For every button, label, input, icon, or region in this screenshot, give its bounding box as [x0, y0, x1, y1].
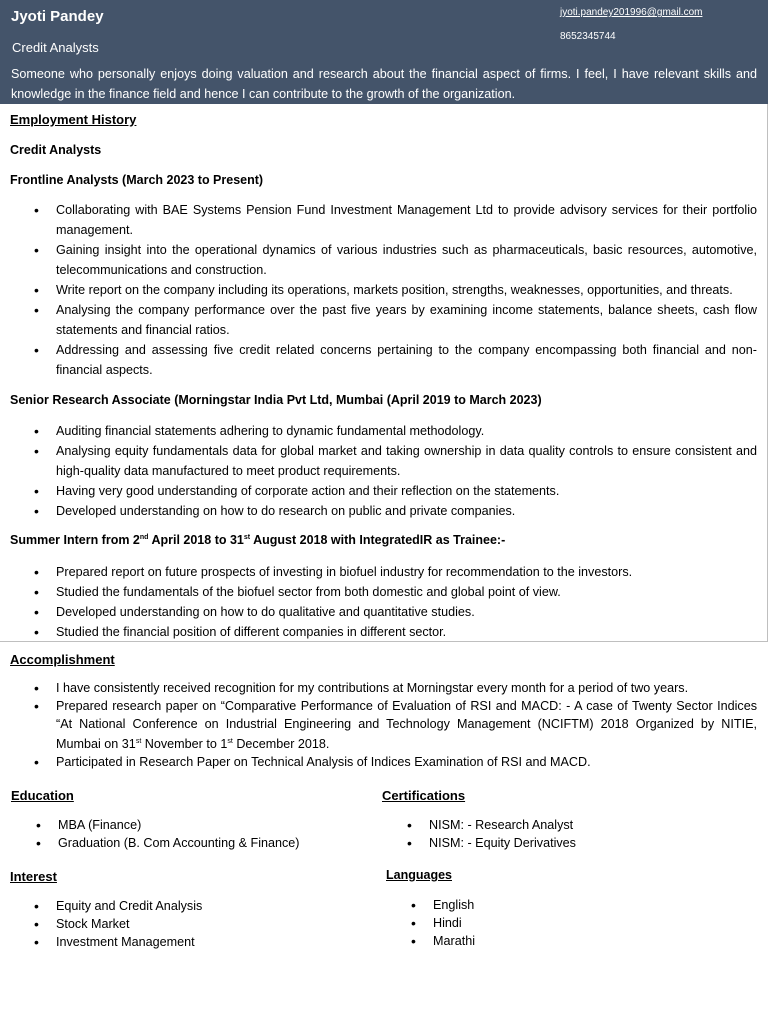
list-item: • Prepared research paper on “Comparative Performance of Evaluation of RSI and MACD: - A case of Twenty Sector Indices “At National Conference on Industrial Engineering and Technology Management (NCIFTM) 2018 Organized by NITIE, Mumbai on 31st November to 1st December 2018. [56, 697, 757, 753]
certifications-list [429, 816, 729, 852]
list-item: • NISM: - Research Analyst [429, 816, 729, 834]
education-title: Education [11, 788, 74, 803]
job2-heading: Senior Research Associate (Morningstar India Pvt Ltd, Mumbai (April 2019 to March 2023) [10, 393, 542, 407]
languages-title: Languages [386, 868, 452, 882]
accomplishment-list [56, 679, 757, 771]
certifications-title: Certifications [382, 788, 466, 803]
list-item: • Studied the financial position of different companies in different sector. [56, 622, 757, 642]
list-item: • Addressing and assessing five credit related concerns pertaining to the company encompassing both financial and non-financial aspects. [56, 340, 757, 380]
list-item: • Graduation (B. Com Accounting & Finance) [58, 834, 358, 852]
job2-bullet-list [56, 421, 757, 521]
list-item: • Equity and Credit Analysis [56, 897, 356, 915]
list-item: • Developed understanding on how to do research on public and private companies. [56, 501, 757, 521]
employment-subtitle: Credit Analysts [10, 143, 102, 157]
job3-bullet-list [56, 562, 757, 642]
list-item: • English [433, 896, 733, 914]
list-item: • NISM: - Equity Derivatives [429, 834, 729, 852]
education-list [58, 816, 358, 852]
job3-heading: Summer Intern from 2nd April 2018 to 31st August 2018 with IntegratedIR as Trainee:- [10, 533, 506, 547]
list-item: • Participated in Research Paper on Technical Analysis of Indices Examination of RSI and MACD. [56, 753, 757, 771]
job1-bullet-list [56, 200, 757, 380]
employment-history-title: Employment History [10, 112, 137, 127]
list-item: • Developed understanding on how to do qualitative and quantitative studies. [56, 602, 757, 622]
list-item: • Hindi [433, 914, 733, 932]
list-item: • Investment Management [56, 933, 356, 951]
list-item: • Gaining insight into the operational dynamics of various industries such as pharmaceuticals, basic resources, automotive, telecommunications and construction. [56, 240, 757, 280]
profile-summary: Someone who personally enjoys doing valuation and research about the financial aspect of firms. I feel, I have relevant skills and knowledge in the finance field and hence I can contribute to the growth of the organization. [11, 67, 757, 101]
list-item: • Auditing financial statements adhering to dynamic fundamental methodology. [56, 421, 757, 441]
list-item: • I have consistently received recognition for my contributions at Morningstar every month for a period of two years. [56, 679, 757, 697]
email-link[interactable]: jyoti.pandey201996@gmail.com [560, 7, 703, 18]
list-item: • Analysing equity fundamentals data for global market and taking ownership in data quality controls to ensure consistent and high-quality data manufactured to meet product requirements. [56, 441, 757, 481]
interest-list [56, 897, 356, 951]
list-item: • Stock Market [56, 915, 356, 933]
list-item: • Write report on the company including its operations, markets position, strengths, weaknesses, opportunities, and threats. [56, 280, 757, 300]
list-item: • Marathi [433, 932, 733, 950]
interest-title: Interest [10, 869, 57, 884]
job1-heading: Frontline Analysts (March 2023 to Present) [10, 173, 264, 187]
candidate-name: Jyoti Pandey [11, 8, 104, 25]
phone-number: 8652345744 [560, 31, 616, 42]
languages-list [433, 896, 733, 950]
list-item: • Studied the fundamentals of the biofuel sector from both domestic and global point of view. [56, 582, 757, 602]
list-item: • Prepared report on future prospects of investing in biofuel industry for recommendation to the investors. [56, 562, 757, 582]
resume-header [0, 0, 768, 104]
list-item: • MBA (Finance) [58, 816, 358, 834]
list-item: • Collaborating with BAE Systems Pension Fund Investment Management Ltd to provide advisory services for their portfolio management. [56, 200, 757, 240]
list-item: • Having very good understanding of corporate action and their reflection on the statements. [56, 481, 757, 501]
list-item: • Analysing the company performance over the past five years by examining income statements, balance sheets, cash flow statements and financial ratios. [56, 300, 757, 340]
candidate-role: Credit Analysts [12, 40, 99, 55]
accomplishment-title: Accomplishment [10, 652, 115, 667]
